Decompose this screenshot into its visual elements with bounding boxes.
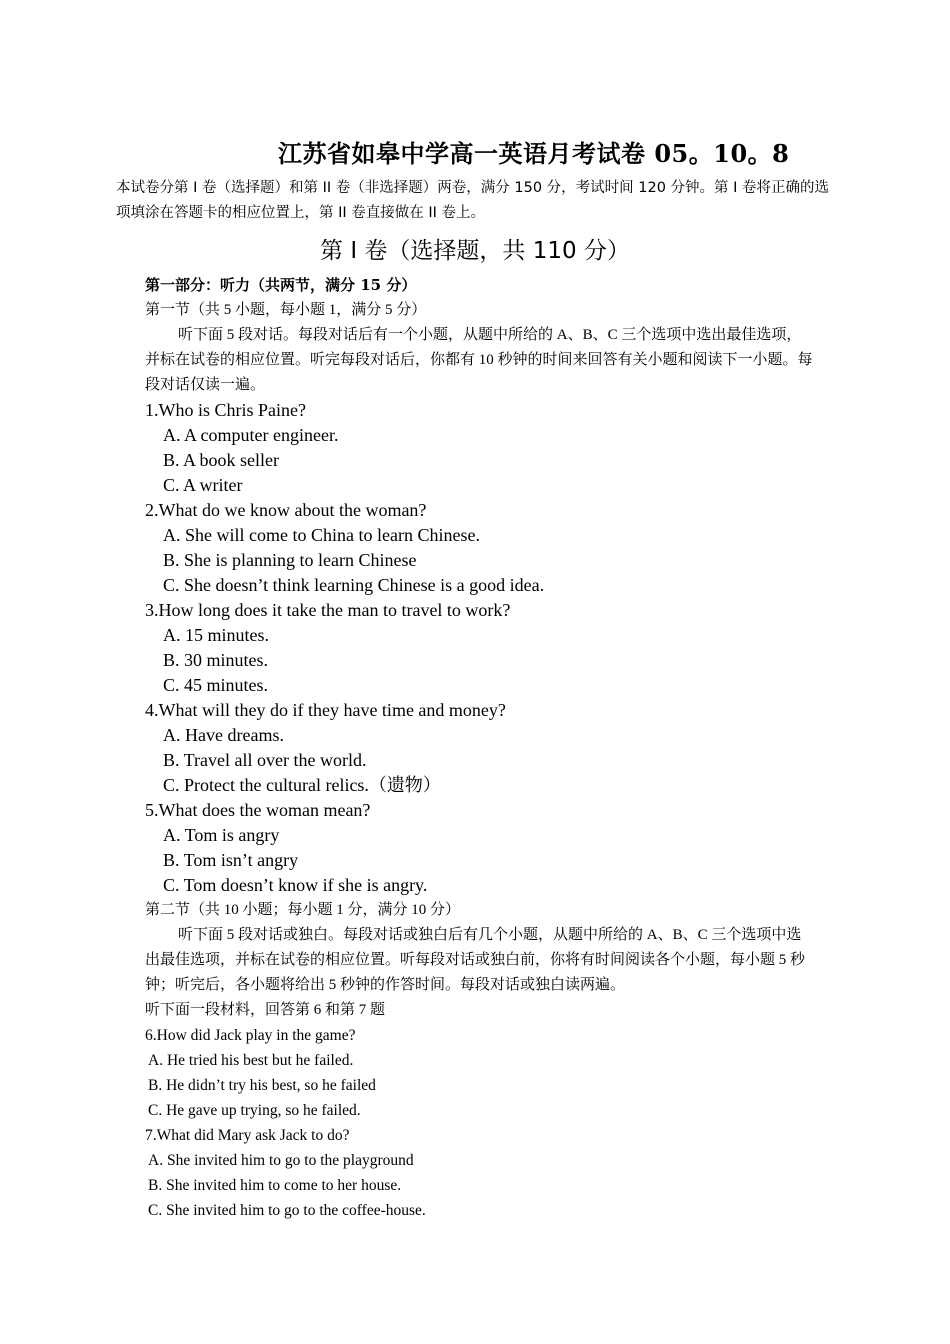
option-a: A. A computer engineer. <box>163 425 339 445</box>
sub-heading: 听下面一段材料，回答第 6 和第 7 题 <box>145 1002 386 1018</box>
section-heading: 第一节（共 5 小题，每小题 1，满分 5 分） <box>145 302 427 318</box>
option-b: B. He didn’t try his best, so he failed <box>148 1077 376 1094</box>
question-block <box>145 698 815 798</box>
section-instructions: 听下面 5 段对话或独白。每段对话或独白后有几个小题，从题中所给的 A、B、C 三个选项中选出最佳选项，并标在试卷的相应位置。听每段对话或独白前，你将有时间阅读各个小题，每小题 5 秒钟；听完后，各小题将给出 5 秒钟的作答时间。每段对话或独白读两遍。 <box>145 927 806 993</box>
option-a: A. Tom is angry <box>163 825 280 845</box>
question-block <box>145 798 815 898</box>
option-b: B. 30 minutes. <box>163 650 269 670</box>
option-a: A. Have dreams. <box>163 725 284 745</box>
section-instructions: 听下面 5 段对话。每段对话后有一个小题，从题中所给的 A、B、C 三个选项中选出最佳选项，并标在试卷的相应位置。听完每段对话后，你都有 10 秒钟的时间来回答有关小题和阅读下一小题。每段对话仅读一遍。 <box>145 327 813 393</box>
option-a: A. He tried his best but he failed. <box>148 1052 354 1069</box>
option-a: A. She invited him to go to the playground <box>148 1152 414 1169</box>
question-text: 3.How long does it take the man to travel to work? <box>145 600 511 620</box>
option-c: C. He gave up trying, so he failed. <box>148 1102 361 1119</box>
exam-body <box>145 273 815 1223</box>
question-text: 1.Who is Chris Paine? <box>145 400 306 420</box>
question-block <box>145 598 815 698</box>
question-block <box>145 498 815 598</box>
option-c: C. She doesn’t think learning Chinese is a good idea. <box>163 575 545 595</box>
option-c: C. She invited him to go to the coffee-house. <box>148 1202 426 1219</box>
question-text: 6.How did Jack play in the game? <box>145 1027 356 1044</box>
question-text: 4.What will they do if they have time and money? <box>145 700 506 720</box>
question-block <box>145 1023 815 1123</box>
option-b: B. She invited him to come to her house. <box>148 1177 402 1194</box>
part-title: 第一部分：听力（共两节，满分 15 分） <box>145 276 417 294</box>
question-block <box>145 1123 815 1223</box>
option-b: B. She is planning to learn Chinese <box>163 550 417 570</box>
question-text: 2.What do we know about the woman? <box>145 500 427 520</box>
section-heading: 第二节（共 10 小题；每小题 1 分，满分 10 分） <box>145 902 461 918</box>
option-b: B. Travel all over the world. <box>163 750 367 770</box>
option-c: C. Tom doesn’t know if she is angry. <box>163 875 428 895</box>
option-c: C. A writer <box>163 475 243 495</box>
option-a: A. She will come to China to learn Chinese. <box>163 525 480 545</box>
volume-title: 第 I 卷（选择题，共 110 分） <box>320 238 630 264</box>
option-c: C. 45 minutes. <box>163 675 269 695</box>
option-b: B. Tom isn’t angry <box>163 850 299 870</box>
option-c: C. Protect the cultural relics.（遗物） <box>163 775 441 795</box>
option-a: A. 15 minutes. <box>163 625 269 645</box>
exam-intro: 本试卷分第 I 卷（选择题）和第 II 卷（非选择题）两卷，满分 150 分，考试时间 120 分钟。第 I 卷将正确的选项填涂在答题卡的相应位置上，第 II 卷直接做在 II 卷上。 <box>116 180 830 221</box>
question-block <box>145 398 815 498</box>
question-text: 7.What did Mary ask Jack to do? <box>145 1127 350 1144</box>
question-text: 5.What does the woman mean? <box>145 800 371 820</box>
page-title: 江苏省如皋中学高一英语月考试卷 05。10。8 <box>278 139 790 168</box>
option-b: B. A book seller <box>163 450 279 470</box>
